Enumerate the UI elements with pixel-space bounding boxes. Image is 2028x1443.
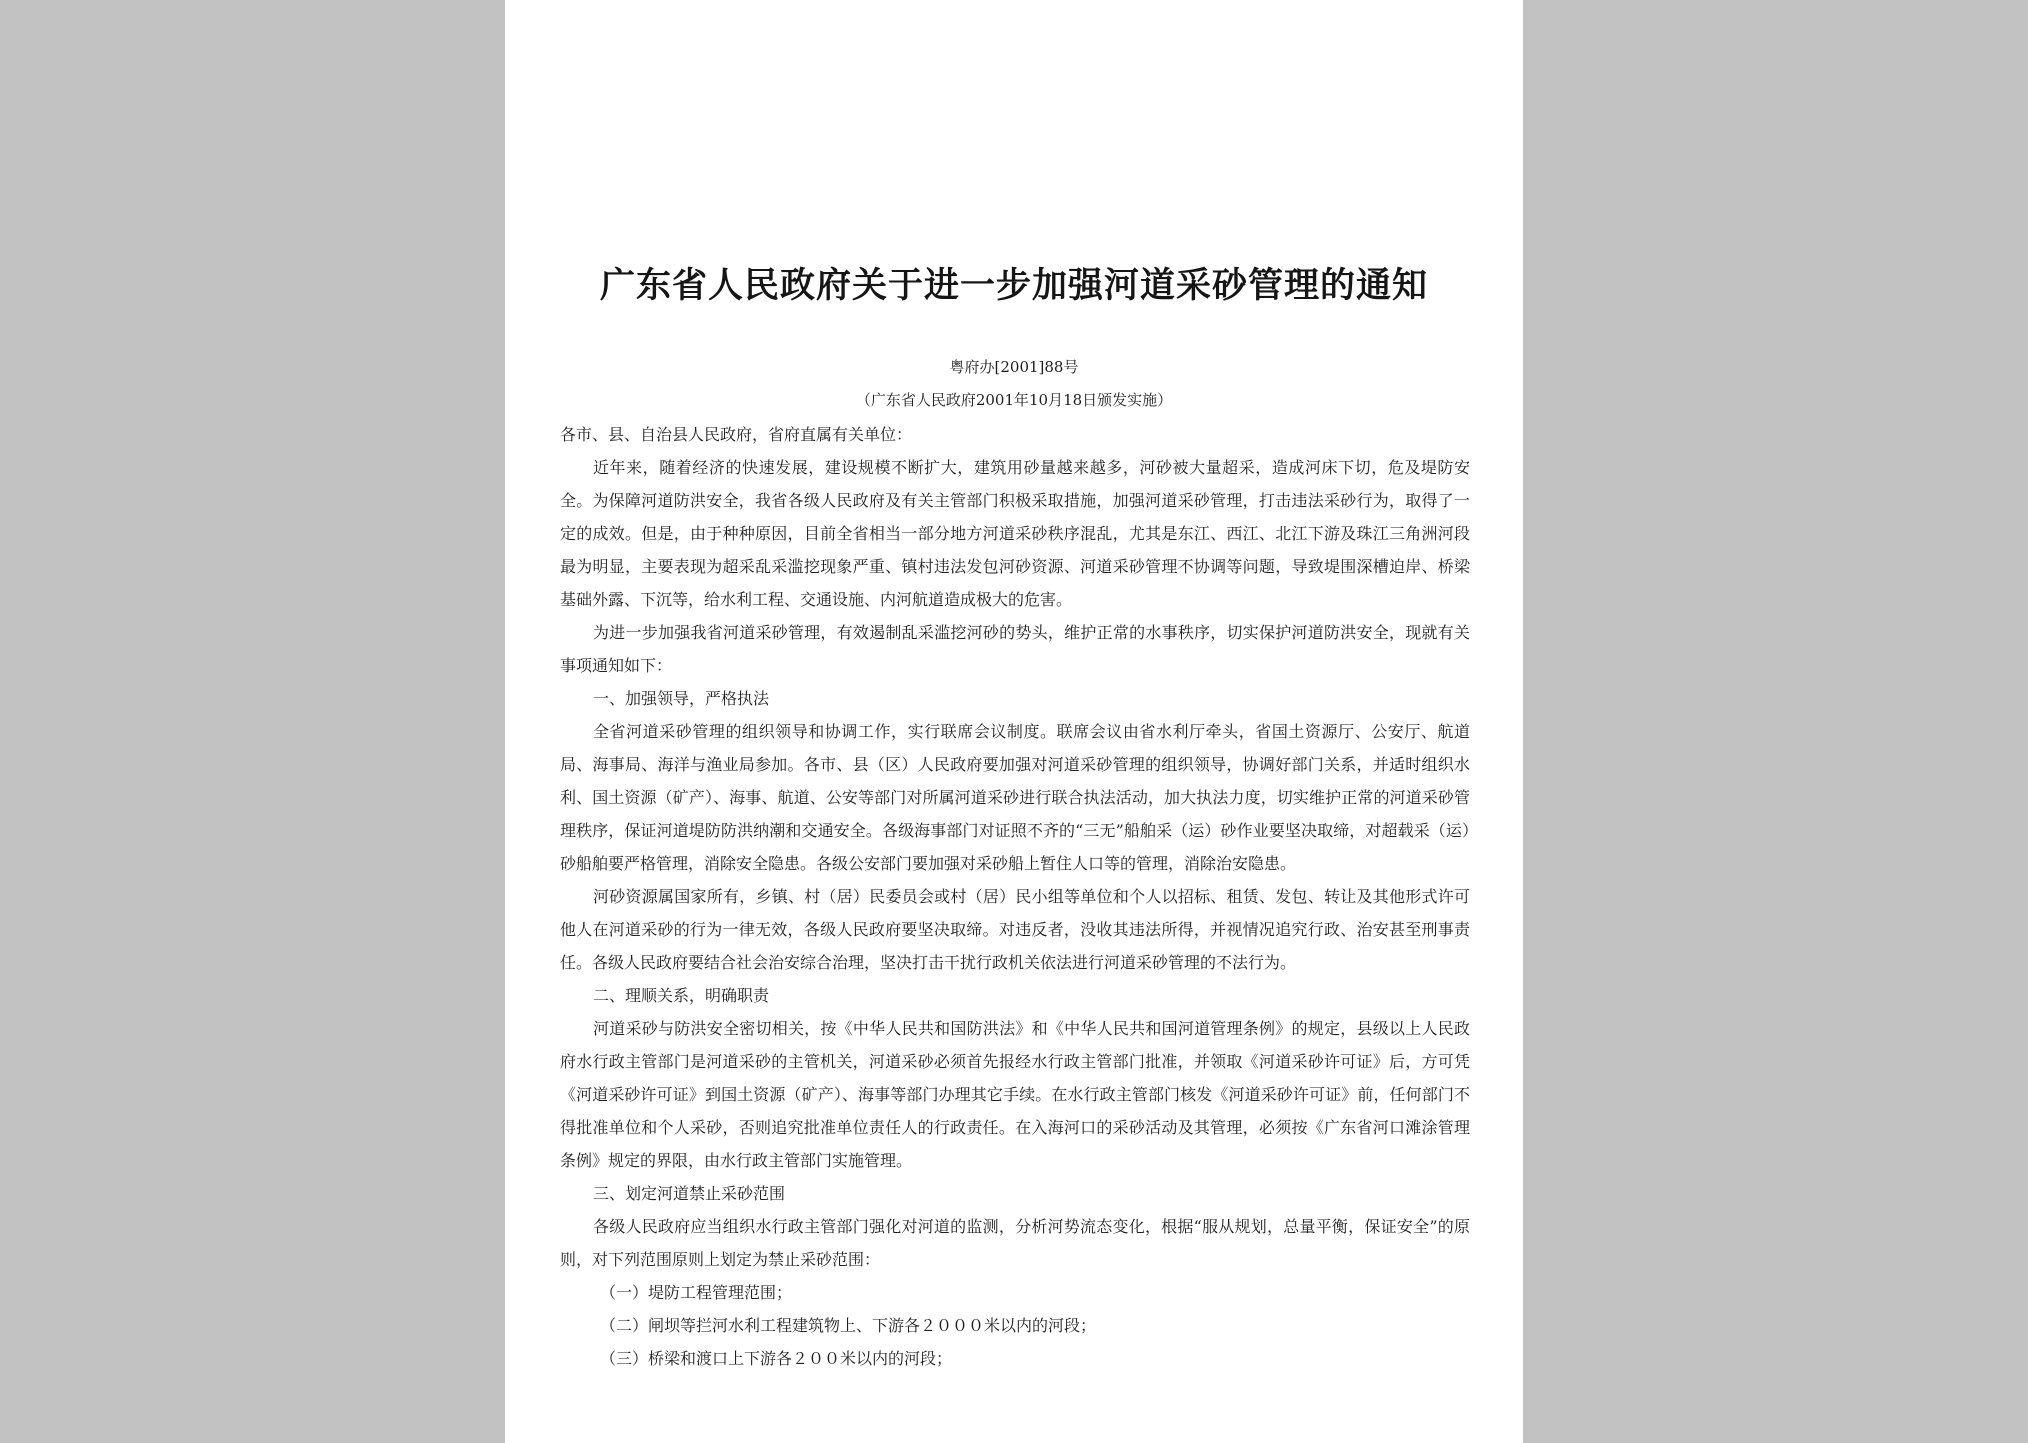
list-item: （二）闸坝等拦河水利工程建筑物上、下游各２０００米以内的河段； [600, 1316, 1097, 1335]
salutation: 各市、县、自治县人民政府，省府直属有关单位： [560, 425, 913, 444]
issued-line: （广东省人民政府2001年10月18日颁发实施） [855, 391, 1173, 409]
document-number: 粤府办[2001]88号 [949, 358, 1079, 376]
section-heading-3: 三、划定河道禁止采砂范围 [593, 1184, 786, 1203]
paragraph-section-2: 河道采砂与防洪安全密切相关，按《中华人民共和国防洪法》和《中华人民共和国河道管理条例》的规定，县级以上人民政府水行政主管部门是河道采砂的主管机关，河道采砂必须首先报经水行政主管部门批准，并领取《河道采砂许可证》后，方可凭《河道采砂许可证》到国土资源（矿产）、海事等部门办理其它手续。在水行政主管部门核发《河道采砂许可证》前，任何部门不得批准单位和个人采砂，否则追究批准单位责任人的行政责任。在入海河口的采砂活动及其管理，必须按《广东省河口滩涂管理条例》规定的界限，由水行政主管部门实施管理。 [560, 1019, 1470, 1170]
section-heading-2: 二、理顺关系，明确职责 [593, 986, 770, 1005]
paragraph-section-3: 各级人民政府应当组织水行政主管部门强化对河道的监测，分析河势流态变化，根据“服从规划，总量平衡，保证安全”的原则，对下列范围原则上划定为禁止采砂范围： [560, 1217, 1470, 1269]
list-item: （三）桥梁和渡口上下游各２００米以内的河段； [600, 1349, 953, 1368]
paragraph-intro: 近年来，随着经济的快速发展，建设规模不断扩大，建筑用砂量越来越多，河砂被大量超采，造成河床下切，危及堤防安全。为保障河道防洪安全，我省各级人民政府及有关主管部门积极采取措施，加强河道采砂管理，打击违法采砂行为，取得了一定的成效。但是，由于种种原因，目前全省相当一部分地方河道采砂秩序混乱，尤其是东江、西江、北江下游及珠江三角洲河段最为明显，主要表现为超采乱采滥挖现象严重、镇村违法发包河砂资源、河道采砂管理不协调等问题，导致堤围深槽迫岸、桥梁基础外露、下沉等，给水利工程、交通设施、内河航道造成极大的危害。 [560, 458, 1470, 609]
paragraph-purpose: 为进一步加强我省河道采砂管理，有效遏制乱采滥挖河砂的势头，维护正常的水事秩序，切实保护河道防洪安全，现就有关事项通知如下： [560, 623, 1470, 675]
paragraph-section-1b: 河砂资源属国家所有，乡镇、村（居）民委员会或村（居）民小组等单位和个人以招标、租赁、发包、转让及其他形式许可他人在河道采砂的行为一律无效，各级人民政府要坚决取缔。对违反者，没收其违法所得，并视情况追究行政、治安甚至刑事责任。各级人民政府要结合社会治安综合治理，坚决打击干扰行政机关依法进行河道采砂管理的不法行为。 [560, 887, 1470, 972]
document-title: 广东省人民政府关于进一步加强河道采砂管理的通知 [599, 265, 1428, 306]
section-heading-1: 一、加强领导，严格执法 [593, 689, 770, 708]
list-item: （一）堤防工程管理范围； [600, 1283, 793, 1302]
paragraph-section-1a: 全省河道采砂管理的组织领导和协调工作，实行联席会议制度。联席会议由省水利厅牵头，省国土资源厅、公安厅、航道局、海事局、海洋与渔业局参加。各市、县（区）人民政府要加强对河道采砂管理的组织领导，协调好部门关系，并适时组织水利、国土资源（矿产）、海事、航道、公安等部门对所属河道采砂进行联合执法活动，加大执法力度，切实维护正常的河道采砂管理秩序，保证河道堤防防洪纳潮和交通安全。各级海事部门对证照不齐的“三无”船舶采（运）砂作业要坚决取缔，对超载采（运）砂船舶要严格管理，消除安全隐患。各级公安部门要加强对采砂船上暂住人口等的管理，消除治安隐患。 [560, 722, 1470, 873]
document-page [505, 0, 1523, 1443]
document-body [560, 418, 1470, 1375]
